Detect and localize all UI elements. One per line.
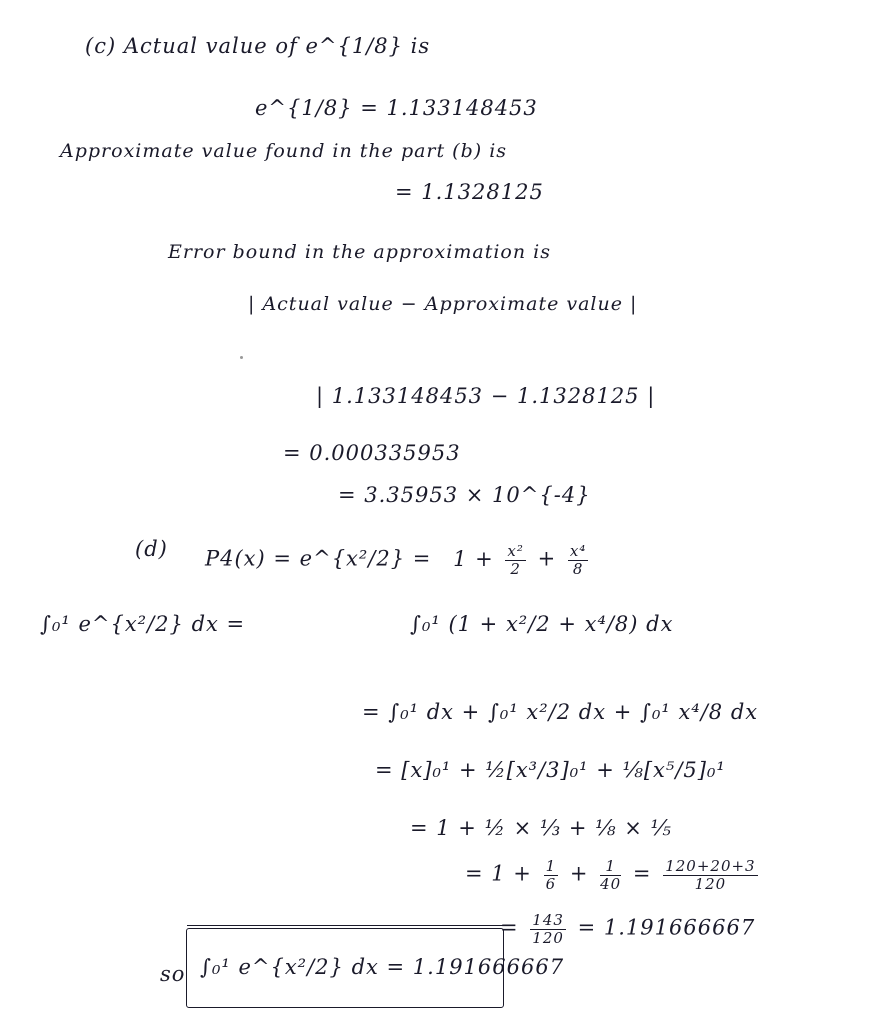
step4-f1-den: 6 — [545, 874, 557, 893]
error-value: = 0.000335953 — [283, 441, 461, 465]
error-formula: | Actual value − Approximate value | — [248, 293, 638, 315]
step5-equals: = — [500, 915, 519, 940]
integral-step-5 — [500, 912, 755, 946]
p4-frac1-den: 2 — [510, 559, 521, 578]
part-d-label: (d) — [135, 537, 168, 561]
p4-fraction-x4 — [568, 543, 588, 577]
p4-frac2-num: x⁴ — [569, 542, 587, 560]
part-c-heading: (c) Actual value of e^{1/8} is — [85, 34, 431, 58]
p4-fraction-x2 — [505, 543, 525, 577]
step4-f2-den: 40 — [600, 874, 622, 893]
step4-one: = 1 + — [465, 861, 532, 886]
step4-fraction-1 — [544, 858, 559, 892]
error-substitution: | 1.133148453 − 1.1328125 | — [316, 384, 656, 408]
actual-value-line: e^{1/8} = 1.133148453 — [255, 96, 538, 120]
step5-num: 143 — [532, 911, 564, 929]
step4-f3-num: 120+20+3 — [665, 857, 756, 875]
p4-frac2-den: 8 — [572, 559, 584, 578]
approx-value-line: = 1.1328125 — [395, 180, 544, 204]
p4-one: 1 + — [453, 546, 494, 571]
step4-f1-num: 1 — [545, 857, 557, 875]
p4-plus: + — [537, 546, 557, 571]
integral-rhs: ∫₀¹ (1 + x²/2 + x⁴/8) dx — [410, 612, 674, 636]
step4-f2-num: 1 — [600, 858, 621, 876]
step4-fraction-3 — [663, 858, 757, 892]
p4-lhs: P4(x) = e^{x²/2} = — [205, 546, 432, 571]
approx-text: Approximate value found in the part (b) is — [60, 140, 508, 162]
step4-f3-den: 120 — [694, 874, 727, 893]
error-scientific: = 3.35953 × 10^{-4} — [338, 483, 591, 507]
step5-den: 120 — [532, 928, 564, 947]
step4-plus: + — [569, 861, 589, 886]
integral-lhs: ∫₀¹ e^{x²/2} dx = — [40, 612, 246, 636]
p4-frac1-num: x² — [507, 542, 524, 560]
integral-step-2: = [x]₀¹ + ½[x³/3]₀¹ + ⅛[x⁵/5]₀¹ — [375, 758, 726, 782]
step5-value: = 1.191666667 — [577, 915, 756, 940]
integral-step-4 — [465, 858, 762, 892]
integral-step-1: = ∫₀¹ dx + ∫₀¹ x²/2 dx + ∫₀¹ x⁴/8 dx — [362, 700, 759, 724]
box-top-line — [187, 925, 505, 926]
final-so: so — [160, 962, 186, 986]
final-answer: ∫₀¹ e^{x²/2} dx = 1.191666667 — [200, 955, 565, 979]
p4-definition — [205, 543, 592, 577]
step4-equals: = — [632, 861, 652, 886]
integral-step-3: = 1 + ½ × ⅓ + ⅛ × ⅕ — [410, 816, 672, 840]
step5-fraction — [530, 912, 566, 946]
error-text: Error bound in the approximation is — [168, 241, 551, 263]
step4-fraction-2 — [600, 858, 621, 892]
stray-dot — [240, 356, 243, 359]
